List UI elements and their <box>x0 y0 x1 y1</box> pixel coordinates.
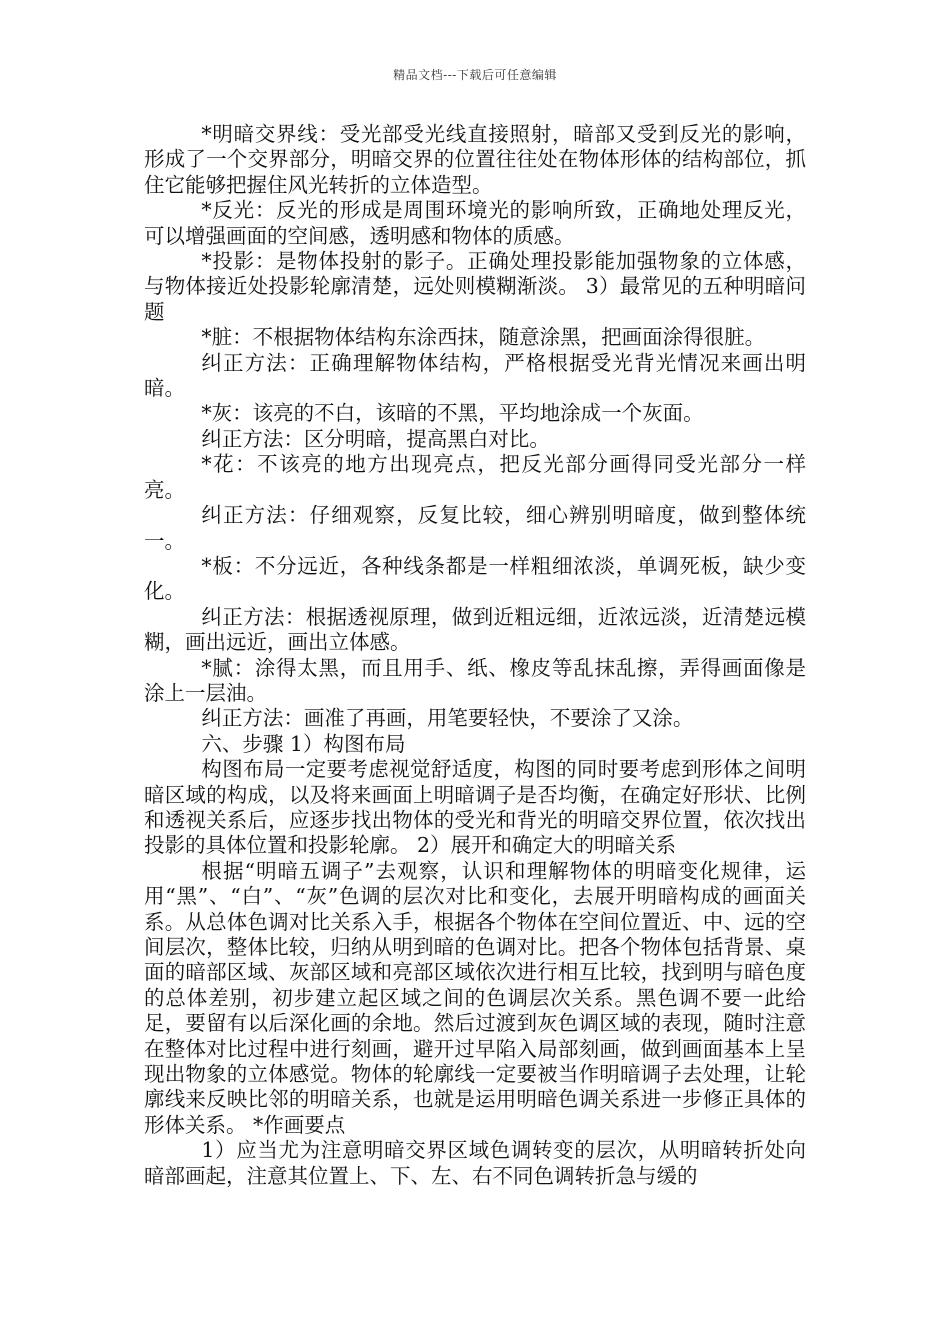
paragraph-drawing-points: 1）应当尤为注意明暗交界区域色调转变的层次，从明暗转折处向暗部画起，注意其位置上、下、左、右不同色调转折急与缓的 <box>144 1138 806 1188</box>
document-body <box>144 122 806 1189</box>
paragraph-fix-gray: 纠正方法：区分明暗，提高黑白对比。 <box>201 426 550 451</box>
paragraph-problem-stiff: *板：不分远近，各种线条都是一样粗细浓淡，单调死板，缺少变化。 <box>144 553 806 604</box>
paragraph-problem-dirty: *脏：不根据物体结构东涂西抹，随意涂黑，把画面涂得很脏。 <box>201 325 766 350</box>
page-header: 精品文档---下载后可任意编辑 <box>393 68 557 82</box>
paragraph-problem-greasy: *腻：涂得太黑，而且用手、纸、橡皮等乱抹乱擦，弄得画面像是涂上一层油。 <box>144 655 806 705</box>
paragraph-reflected-light: *反光：反光的形成是周围环境光的影响所致，正确地处理反光，可以增强画面的空间感，透明感和物体的质感。 <box>144 198 806 248</box>
paragraph-fix-greasy: 纠正方法：画准了再画，用笔要轻快，不要涂了又涂。 <box>201 706 694 731</box>
paragraph-terminator-line: *明暗交界线：受光部受光线直接照射，暗部又受到反光的影响，形成了一个交界部分，明暗交界的位置往往处在物体形体的结构部位，抓住它能够把握住风光转折的立体造型。 <box>144 122 806 197</box>
paragraph-value-relations: 根据“明暗五调子”去观察，认识和理解物体的明暗变化规律，运用“黑”、“白”、“灰”色调的层次对比和变化，去展开明暗构成的画面关系。从总体色调对比关系入手，根据各个物体在空间位置近、中、远的空间层次，整体比较，归纳从明到暗的色调对比。把各个物体包括背景、桌面的暗部区域、灰部区域和亮部区域依次进行相互比较，找到明与暗色度的总体差别，初步建立起区域之间的色调层次关系。黑色调不要一此给足，要留有以后深化画的余地。然后过渡到灰色调区域的表现，随时注意在整体对比过程中进行刻画，避开过早陷入局部刻画，做到画面基本上呈现出物象的立体感觉。物体的轮廓线一定要被当作明暗调子去处理，让轮廓线来反映比邻的明暗关系，也就是运用明暗色调关系进一步修正具体的形体关系。 *作画要点 <box>144 858 806 1137</box>
paragraph-fix-dirty: 纠正方法：正确理解物体结构，严格根据受光背光情况来画出明暗。 <box>144 350 806 401</box>
paragraph-problem-gray: *灰：该亮的不白，该暗的不黑，平均地涂成一个灰面。 <box>201 401 704 426</box>
paragraph-cast-shadow: *投影：是物体投射的影子。正确处理投影能加强物象的立体感，与物体接近处投影轮廓清楚，远处则模糊渐淡。 3）最常见的五种明暗问题 <box>144 249 806 324</box>
paragraph-fix-stiff: 纠正方法：根据透视原理，做到近粗远细，近浓远淡，近清楚远模糊，画出远近，画出立体感。 <box>144 604 806 655</box>
paragraph-composition: 构图布局一定要考虑视觉舒适度，构图的同时要考虑到形体之间明暗区域的构成，以及将来画面上明暗调子是否均衡，在确定好形状、比例和透视关系后，应逐步找出物体的受光和背光的明暗交界位置，依次找出投影的具体位置和投影轮廓。 2）展开和确定大的明暗关系 <box>144 757 806 858</box>
paragraph-fix-spotty: 纠正方法：仔细观察，反复比较，细心辨别明暗度，做到整体统一。 <box>144 503 806 553</box>
paragraph-problem-spotty: *花：不该亮的地方出现亮点，把反光部分画得同受光部分一样亮。 <box>144 452 806 502</box>
section-heading-steps: 六、步骤 1）构图布局 <box>201 731 406 756</box>
